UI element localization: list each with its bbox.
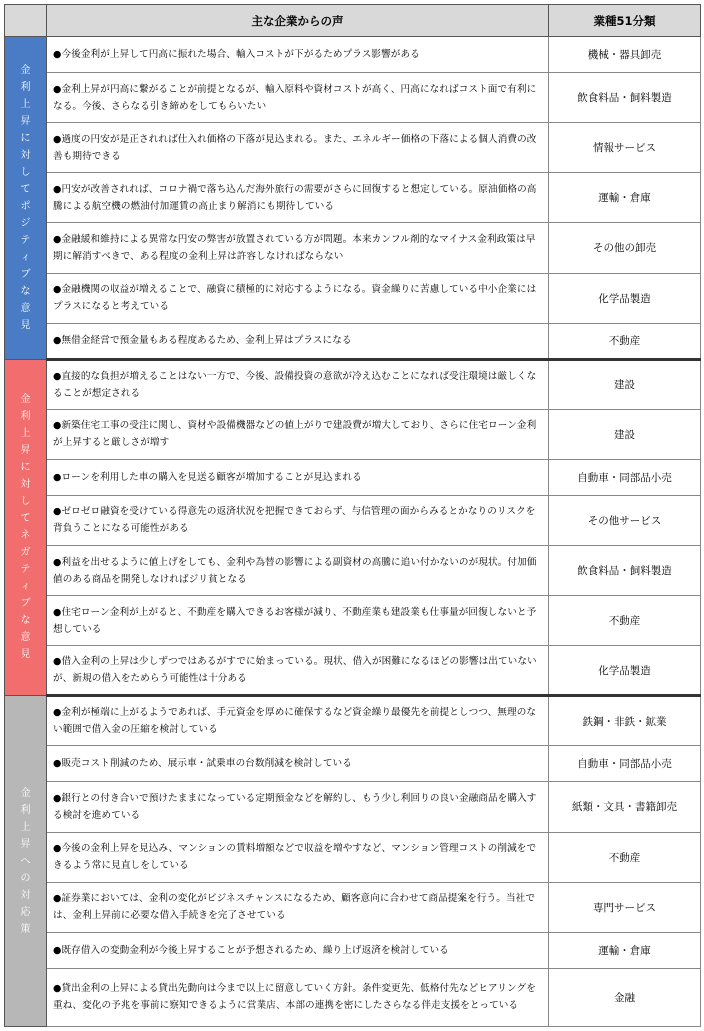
voice-cell: ●金融緩和維持による異常な円安の弊害が放置されている方が問題。本来カンフル剤的なマイナス金利政策は早期に解消すべきで、ある程度の金利上昇は許容しなければならない [47, 223, 549, 273]
voice-cell: ●金利上昇が円高に繋がることが前提となるが、輸入原料や資材コストが高く、円高になればコスト面で有利になる。今後、さらなる引き締めをしてもらいたい [47, 73, 549, 123]
table-row [5, 123, 701, 173]
table-row [5, 882, 701, 932]
voice-cell: ●貸出金利の上昇による貸出先動向は今まで以上に留意していく方針。条件変更先、低格付先などヒアリングを重ね、変化の予兆を事前に察知できるように営業店、本部の連携を密にしたさらなる伴走支援をとっている [47, 968, 549, 1026]
category-positive [5, 37, 47, 360]
voice-cell: ●借入金利の上昇は少しずつではあるがすでに始まっている。現状、借入が困難になるほどの影響は出ていないが、新規の借入をためらう可能性は十分ある [47, 646, 549, 696]
table-row [5, 37, 701, 73]
category-negative [5, 359, 47, 696]
industry-cell: 運輸・倉庫 [549, 173, 701, 223]
voice-cell: ●販売コスト削減のため、展示車・試乗車の台数削減を検討している [47, 746, 549, 782]
header-industry: 業種51分類 [549, 5, 701, 37]
voice-cell: ●過度の円安が是正されれば仕入れ価格の下落が見込まれる。また、エネルギー価格の下落による個人消費の改善も期待できる [47, 123, 549, 173]
header-voice: 主な企業からの声 [47, 5, 549, 37]
industry-cell: 自動車・同部品小売 [549, 459, 701, 495]
table-row [5, 746, 701, 782]
voice-cell: ●円安が改善されれば、コロナ禍で落ち込んだ海外旅行の需要がさらに回復すると想定している。原油価格の高騰による航空機の燃油付加運賃の高止まり解消にも期待している [47, 173, 549, 223]
industry-cell: 自動車・同部品小売 [549, 746, 701, 782]
voice-cell: ●既存借入の変動金利が今後上昇することが予想されるため、繰り上げ返済を検討している [47, 932, 549, 968]
industry-cell: 機械・器具卸売 [549, 37, 701, 73]
table-row [5, 646, 701, 696]
category-label: 金利上昇に対してネガティブな意見 [20, 394, 31, 661]
table-header [5, 5, 701, 37]
voice-cell: ●今後金利が上昇して円高に振れた場合、輸入コストが下がるためプラス影響がある [47, 37, 549, 73]
table-row [5, 223, 701, 273]
industry-cell: 建設 [549, 409, 701, 459]
table-row [5, 968, 701, 1026]
table-row [5, 359, 701, 409]
voice-cell: ●証券業においては、金利の変化がビジネスチャンスになるため、顧客意向に合わせて商品提案を行う。当社では、金利上昇前に必要な借入手続きを完了させている [47, 882, 549, 932]
industry-cell: 金融 [549, 968, 701, 1026]
industry-cell: 鉄鋼・非鉄・鉱業 [549, 696, 701, 746]
voice-cell: ●ローンを利用した車の購入を見送る顧客が増加することが見込まれる [47, 459, 549, 495]
industry-cell: 不動産 [549, 832, 701, 882]
table-row [5, 273, 701, 323]
voice-cell: ●今後の金利上昇を見込み、マンションの賃料増額などで収益を増やすなど、マンション管理コストの削減をできるよう常に見直しをしている [47, 832, 549, 882]
opinions-table [4, 4, 701, 1027]
industry-cell: 紙類・文具・書籍卸売 [549, 782, 701, 832]
table-row [5, 546, 701, 596]
voice-cell: ●銀行との付き合いで預けたままになっている定期預金などを解約し、もう少し利回りの良い金融商品を購入する検討を進めている [47, 782, 549, 832]
category-label: 金利上昇への対応策 [20, 787, 31, 935]
voice-cell: ●住宅ローン金利が上がると、不動産を購入できるお客様が減り、不動産業も建設業も仕事量が回復しないと予想している [47, 596, 549, 646]
table-row [5, 832, 701, 882]
header-blank [5, 5, 47, 37]
voice-cell: ●利益を出せるように値上げをしても、金利や為替の影響による副資材の高騰に追い付かないのが現状。付加価値のある商品を開発しなければジリ貧となる [47, 546, 549, 596]
category-response [5, 696, 47, 1027]
industry-cell: 飲食料品・飼料製造 [549, 546, 701, 596]
voice-cell: ●直接的な負担が増えることはない一方で、今後、設備投資の意欲が冷え込むことになれば受注環境は厳しくなることが想定される [47, 359, 549, 409]
voice-cell: ●無借金経営で預金量もある程度あるため、金利上昇はプラスになる [47, 323, 549, 359]
industry-cell: 飲食料品・飼料製造 [549, 73, 701, 123]
industry-cell: 化学品製造 [549, 273, 701, 323]
table-row [5, 932, 701, 968]
voice-cell: ●金融機関の収益が増えることで、融資に積極的に対応するようになる。資金繰りに苦慮している中小企業にはプラスになると考えている [47, 273, 549, 323]
opinions-table-container [4, 4, 700, 1027]
table-row [5, 173, 701, 223]
industry-cell: 不動産 [549, 596, 701, 646]
voice-cell: ●新築住宅工事の受注に関し、資材や設備機器などの値上がりで建設費が増大しており、さらに住宅ローン金利が上昇すると厳しさが増す [47, 409, 549, 459]
table-row [5, 696, 701, 746]
table-row [5, 409, 701, 459]
table-row [5, 73, 701, 123]
voice-cell: ●金利が極端に上がるようであれば、手元資金を厚めに確保するなど資金繰り最優先を前提としつつ、無理のない範囲で借入金の圧縮を検討している [47, 696, 549, 746]
industry-cell: 建設 [549, 359, 701, 409]
industry-cell: その他の卸売 [549, 223, 701, 273]
industry-cell: 不動産 [549, 323, 701, 359]
category-label: 金利上昇に対してポジティブな意見 [20, 64, 31, 331]
industry-cell: 専門サービス [549, 882, 701, 932]
industry-cell: 運輸・倉庫 [549, 932, 701, 968]
voice-cell: ●ゼロゼロ融資を受けている得意先の返済状況を把握できておらず、与信管理の面からみるとかなりのリスクを背負うことになる可能性がある [47, 495, 549, 545]
table-row [5, 596, 701, 646]
table-row [5, 459, 701, 495]
industry-cell: その他サービス [549, 495, 701, 545]
table-row [5, 495, 701, 545]
industry-cell: 情報サービス [549, 123, 701, 173]
industry-cell: 化学品製造 [549, 646, 701, 696]
table-row [5, 782, 701, 832]
table-row [5, 323, 701, 359]
